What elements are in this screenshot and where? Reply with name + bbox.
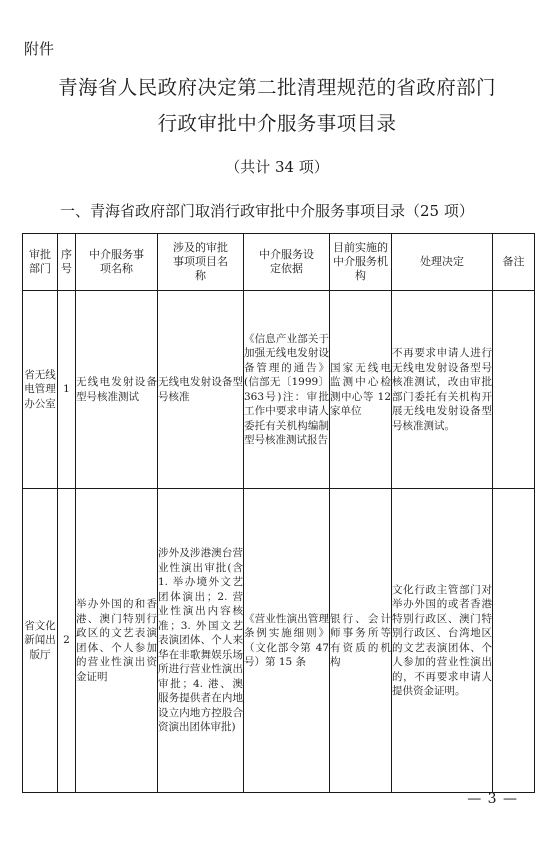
cell-department: 省无线电管理办公室 <box>23 291 58 489</box>
service-items-table <box>22 233 535 793</box>
cell-decision: 不再要求申请人进行无线电发射设备型号核准测试，改由审批部门委托有关机构开展无线电发射设备型号核准测试。 <box>392 291 493 489</box>
document-title-line2: 行政审批中介服务事项目录 <box>157 112 397 135</box>
total-count: （共计 34 项） <box>225 158 329 176</box>
cell-decision: 文化行政主管部门对举办外国的或者香港特别行政区、澳门特别行政区、台湾地区的文艺表演团体、个人参加的营业性演出的，不再要求申请人提供资金证明。 <box>392 489 493 793</box>
cell-remark <box>493 489 535 793</box>
cell-institution: 国家无线电监测中心检测中心等 12 家单位 <box>330 291 392 489</box>
table-header-row <box>23 234 535 291</box>
table-row <box>23 489 535 793</box>
page-number: — 3 — <box>467 791 518 807</box>
cell-institution: 银行、会计师事务所等有资质的机构 <box>330 489 392 793</box>
cell-basis: 《信息产业部关于加强无线电发射设备管理的通告》(信部无〔1999〕363号)注：审批工作中要求申请人委托有关机构编制型号核准测试报告 <box>244 291 330 489</box>
cell-basis: 《营业性演出管理条例实施细则》（文化部令第 47 号）第 15 条 <box>244 489 330 793</box>
table-row <box>23 291 535 489</box>
header-service-name: 中介服务事项名称 <box>76 234 158 291</box>
header-number: 序号 <box>58 234 76 291</box>
header-remark: 备注 <box>493 234 535 291</box>
cell-service-name: 无线电发射设备型号核准测试 <box>76 291 158 489</box>
cell-remark <box>493 291 535 489</box>
section-heading: 一、青海省政府部门取消行政审批中介服务事项目录（25 项） <box>60 202 474 220</box>
cell-number: 2 <box>58 489 76 793</box>
cell-approval-item: 无线电发射设备型号核准 <box>158 291 244 489</box>
header-basis: 中介服务设定依据 <box>244 234 330 291</box>
header-department: 审批部门 <box>23 234 58 291</box>
header-institution: 目前实施的中介服务机构 <box>330 234 392 291</box>
cell-number: 1 <box>58 291 76 489</box>
header-decision: 处理决定 <box>392 234 493 291</box>
attachment-label: 附件 <box>24 40 55 58</box>
cell-approval-item: 涉外及涉港澳台营业性演出审批(含 1. 举办境外文艺团体演出；2. 营业性演出内容核准；3. 外国文艺表演团体、个人来华在非歌舞娱乐场所进行营业性演出审批；4. 港、澳服务提供者在内地设立内地方控股合资演出团体审批) <box>158 489 244 793</box>
document-title-line1: 青海省人民政府决定第二批清理规范的省政府部门 <box>58 76 496 99</box>
header-approval-item: 涉及的审批事项项目名称 <box>158 234 244 291</box>
cell-department: 省文化新闻出版厅 <box>23 489 58 793</box>
cell-service-name: 举办外国的和香港、澳门特别行政区的文艺表演团体、个人参加的营业性演出资金证明 <box>76 489 158 793</box>
